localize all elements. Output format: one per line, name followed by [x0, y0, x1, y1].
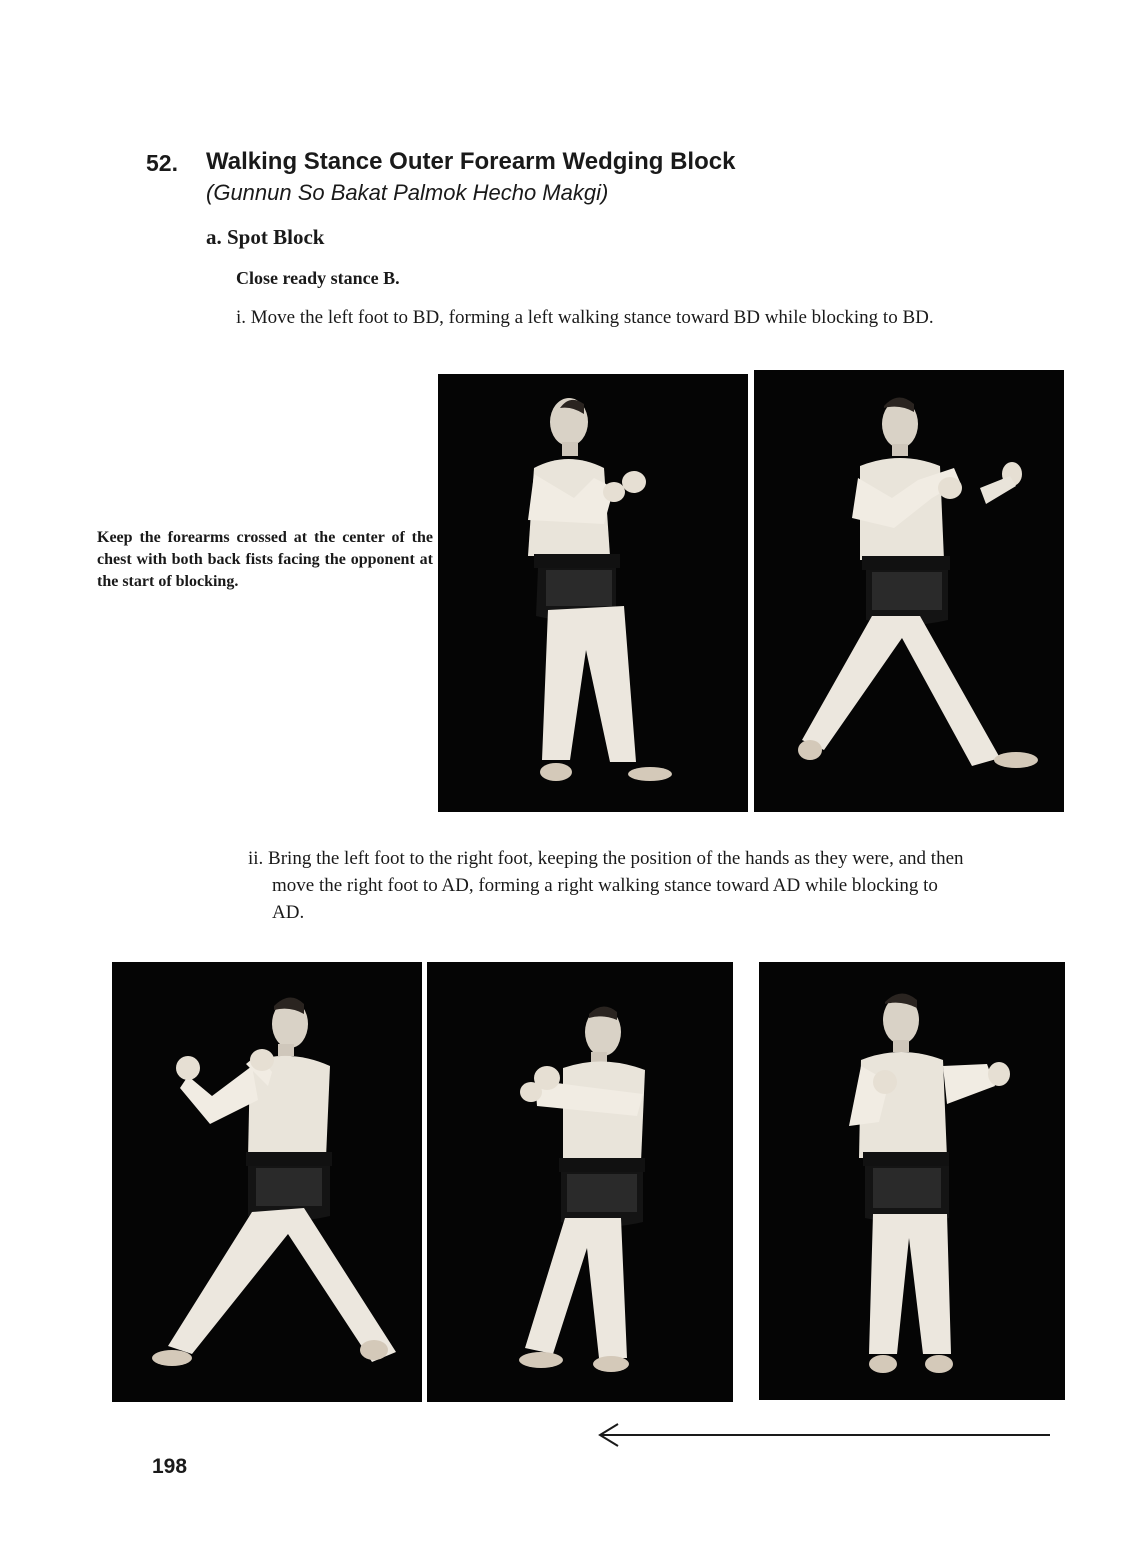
step-1-text: i. Move the left foot to BD, forming a left walking stance toward BD while blocking to BD. — [236, 307, 934, 328]
photo-step-2c — [759, 962, 1065, 1400]
ready-stance-label: Close ready stance B. — [236, 268, 400, 288]
martial-artist-photo-icon — [112, 962, 422, 1402]
section-subtitle: (Gunnun So Bakat Palmok Hecho Makgi) — [206, 180, 609, 205]
step-2-text: ii. Bring the left foot to the right foot, keeping the position of the hands as they were, and then move the right foot to AD, forming a right walking stance toward AD while blocking to AD. — [248, 848, 964, 923]
subsection-heading: a. Spot Block — [206, 225, 325, 249]
martial-artist-photo-icon — [427, 962, 733, 1402]
page-number: 198 — [152, 1455, 188, 1478]
photo-step-1a — [438, 374, 748, 812]
photo-step-2b — [427, 962, 733, 1402]
martial-artist-photo-icon — [759, 962, 1065, 1400]
martial-artist-photo-icon — [438, 374, 748, 812]
left-arrow-icon — [596, 1422, 1052, 1448]
photo-step-1b — [754, 370, 1064, 812]
side-note: Keep the forearms crossed at the center of the chest with both back fists facing the opponent at the start of blocking. — [97, 529, 433, 590]
photo-step-2a — [112, 962, 422, 1402]
section-number: 52. — [146, 150, 178, 176]
section-title: Walking Stance Outer Forearm Wedging Block — [206, 148, 736, 175]
martial-artist-photo-icon — [754, 370, 1064, 812]
